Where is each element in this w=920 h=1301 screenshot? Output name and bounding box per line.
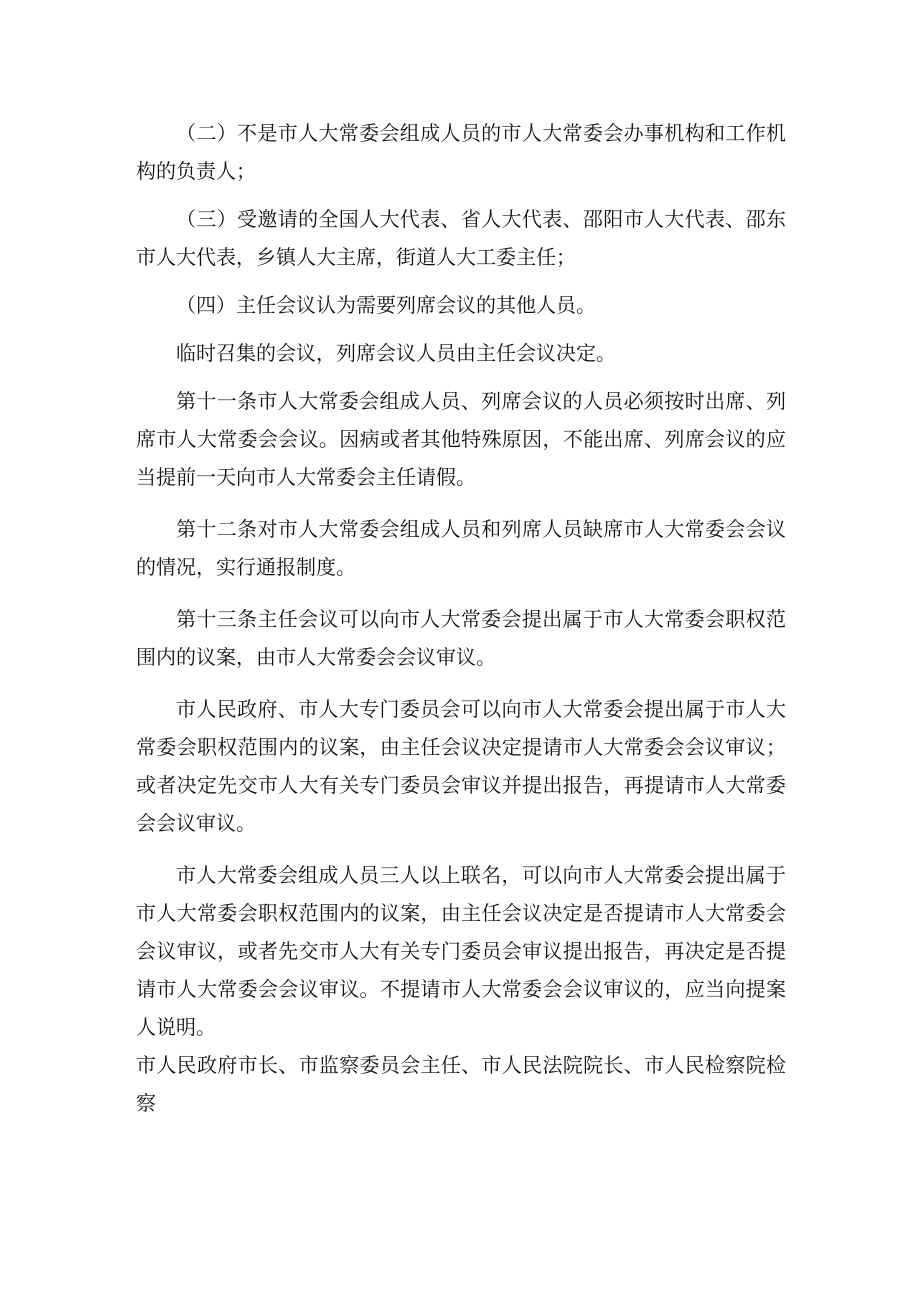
paragraph-item-4: （四）主任会议认为需要列席会议的其他人员。: [176, 293, 596, 317]
paragraph-article-12: 第十二条对市人大常委会组成人员和列席人员缺席市人大常委会会议的情况，实行通报制度。: [136, 517, 786, 579]
paragraph-temporary-meeting: 临时召集的会议，列席会议人员由主任会议决定。: [176, 341, 616, 365]
paragraph-article-11: 第十一条市人大常委会组成人员、列席会议的人员必须按时出席、列席市人大常委会会议。因病或者其他特殊原因，不能出席、列席会议的应当提前一天向市人大常委会主任请假。: [136, 389, 786, 489]
paragraph-item-3: （三）受邀请的全国人大代表、省人大代表、邵阳市人大代表、邵东市人大代表，乡镇人大主席，街道人大工委主任；: [136, 207, 786, 269]
paragraph-item-2: （二）不是市人大常委会组成人员的市人大常委会办事机构和工作机构的负责人；: [136, 121, 786, 183]
paragraph-article-13: 第十三条主任会议可以向市人大常委会提出属于市人大常委会职权范围内的议案，由市人大常委会会议审议。: [136, 607, 786, 669]
paragraph-joint-proposal: 市人大常委会组成人员三人以上联名，可以向市人大常委会提出属于市人大常委会职权范围内的议案，由主任会议决定是否提请市人大常委会会议审议，或者先交市人大有关专门委员会审议提出报告，再决定是否提请市人大常委会会议审议。不提请市人大常委会会议审议的，应当向提案人说明。: [136, 863, 786, 1039]
paragraph-government-proposal: 市人民政府、市人大专门委员会可以向市人大常委会提出属于市人大常委会职权范围内的议案，由主任会议决定提请市人大常委会会议审议；或者决定先交市人大有关专门委员会审议并提出报告，再提请市人大常委会会议审议。: [136, 697, 786, 835]
document-body: [136, 114, 786, 1122]
paragraph-officials: 市人民政府市长、市监察委员会主任、市人民法院院长、市人民检察院检察: [136, 1053, 786, 1115]
